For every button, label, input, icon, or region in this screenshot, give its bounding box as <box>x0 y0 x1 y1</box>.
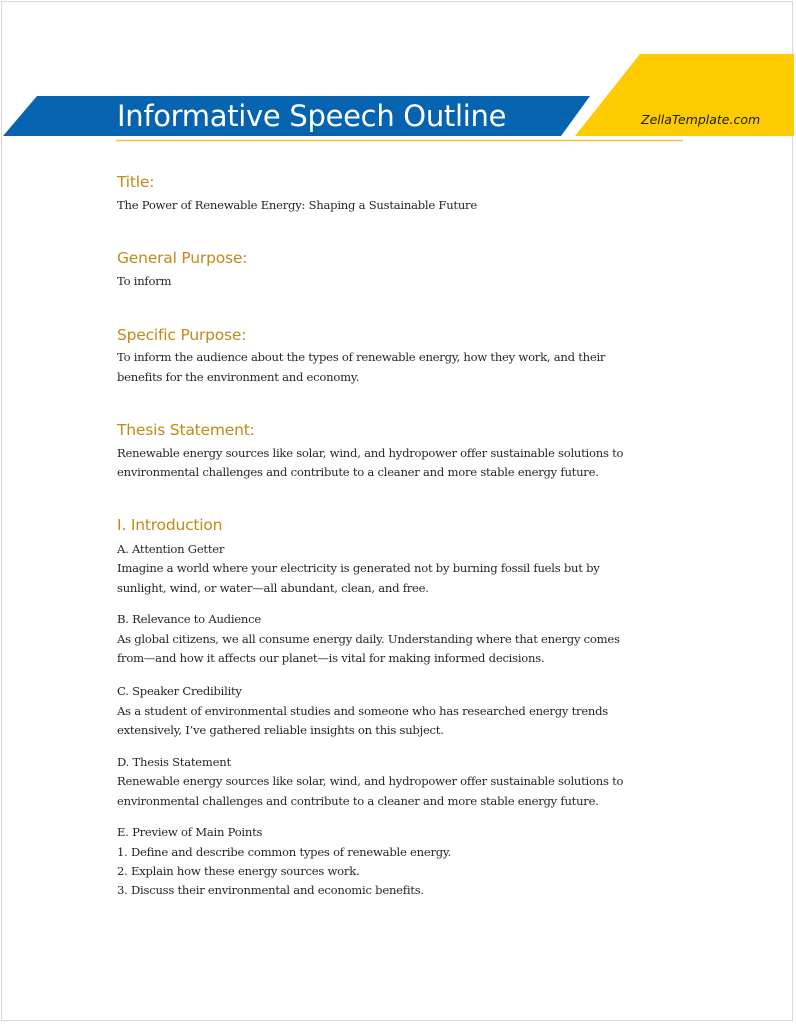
preview-point-2: 2. Explain how these energy sources work. <box>117 864 360 878</box>
intro-item-d-line-1: Renewable energy sources like solar, wind, and hydropower offer sustainable solutions to <box>117 774 624 788</box>
general-purpose-text: To inform <box>117 274 172 288</box>
thesis-line-2: environmental challenges and contribute to a cleaner and more stable energy future. <box>117 465 599 479</box>
intro-item-label-a: A. Attention Getter <box>117 542 225 556</box>
intro-item-c-line-2: extensively, I’ve gathered reliable insights on this subject. <box>117 723 444 737</box>
intro-item-c-line-1: As a student of environmental studies and someone who has researched energy trends <box>117 704 609 718</box>
title-text: The Power of Renewable Energy: Shaping a Sustainable Future <box>117 198 477 212</box>
section-heading-introduction: I. Introduction <box>117 516 223 534</box>
brand-website: ZellaTemplate.com <box>641 112 761 127</box>
section-heading-general-purpose: General Purpose: <box>117 249 248 267</box>
preview-point-1: 1. Define and describe common types of renewable energy. <box>117 845 452 859</box>
intro-item-a-line-1: Imagine a world where your electricity is generated not by burning fossil fuels but by <box>117 561 600 575</box>
intro-item-label-d: D. Thesis Statement <box>117 755 231 769</box>
intro-item-d-line-2: environmental challenges and contribute to a cleaner and more stable energy future. <box>117 794 599 808</box>
document-title: Informative Speech Outline <box>117 99 507 133</box>
preview-point-3: 3. Discuss their environmental and economic benefits. <box>117 883 424 897</box>
intro-item-a-line-2: sunlight, wind, or water—all abundant, clean, and free. <box>117 581 429 595</box>
document-header <box>0 0 796 150</box>
intro-item-b-line-2: from—and how it affects our planet—is vital for making informed decisions. <box>117 651 545 665</box>
intro-item-label-b: B. Relevance to Audience <box>117 612 261 626</box>
intro-item-b-line-1: As global citizens, we all consume energy daily. Understanding where that energy comes <box>117 632 620 646</box>
intro-item-label-e: E. Preview of Main Points <box>117 825 263 839</box>
section-heading-specific-purpose: Specific Purpose: <box>117 326 247 344</box>
specific-purpose-line-2: benefits for the environment and economy. <box>117 370 360 384</box>
intro-item-label-c: C. Speaker Credibility <box>117 684 242 698</box>
section-heading-thesis: Thesis Statement: <box>117 421 255 439</box>
thesis-line-1: Renewable energy sources like solar, wind, and hydropower offer sustainable solutions to <box>117 446 624 460</box>
section-heading-title: Title: <box>117 173 155 191</box>
specific-purpose-line-1: To inform the audience about the types of renewable energy, how they work, and their <box>117 350 606 364</box>
